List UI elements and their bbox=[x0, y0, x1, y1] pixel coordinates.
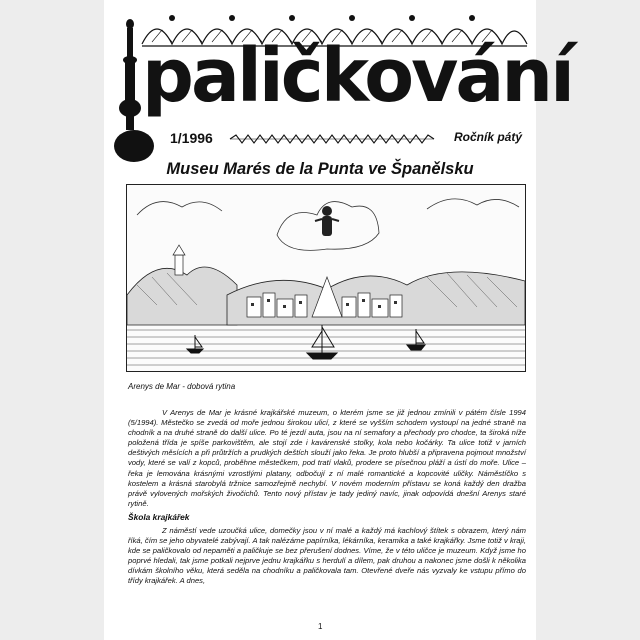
volume-label: Ročník pátý bbox=[453, 130, 522, 144]
page-number: 1 bbox=[318, 622, 323, 631]
section-heading: Škola krajkářek bbox=[128, 511, 190, 522]
article-body bbox=[128, 408, 526, 587]
issue-number: 1/1996 bbox=[170, 130, 213, 146]
image-caption: Arenys de Mar - dobová rytina bbox=[128, 382, 236, 391]
magazine-page bbox=[104, 0, 573, 640]
saint-figure-icon bbox=[315, 206, 339, 236]
article-headline: Museu Marés de la Punta ve Španělsku bbox=[166, 160, 474, 178]
masthead bbox=[104, 0, 573, 160]
magazine-title: paličkování bbox=[142, 33, 573, 119]
paragraph: Z náměstí vede uzoučká ulice, domečky jsou v ní malé a každý má kachlový štítek s obrazem, který nám říká, čím se jeho obyvatelé zabývají. A tak nalézáme papírníka, lékárníka, keramika a také krajkářky. Jsme totiž v kraji, kde se paličkovalo od nepaměti a paličkuje se bez přerušení dodnes. Víme, že v této uličce je muzeum. Když jsme ho poprvé hledali, tak jsme potkali nejprve jednu krajkářku s herdulí a dílem, pak druhou a nakonec jsme došli k několika dívkám školního věku, která seděla na chodníku a paličkovala tam. Otevřené dveře nás vyzvaly ke vstupu přímo do třídy krajkářek. A dnes, bbox=[128, 525, 526, 586]
zigzag-ornament bbox=[230, 134, 434, 144]
engraving-illustration bbox=[126, 184, 526, 372]
paragraph: V Arenys de Mar je krásné krajkářské muzeum, o kterém jsme se již jednou zmínili v pátém čísle 1994 (5/1994). Městečko se zvedá od moře jednou širokou ulicí, z které se vyšším schodem vystoupí na jedné straně na chodník a na druhé straně do další ulice. Po té jezdí auta, jsou na ní semafory a přechody pro chodce, ta široká níže položená třída je spíše parkovištěm, ale stojí zde i kavárenské stolky, kola nebo kočárky. Ta ulice totiž v jarních deštivých měsících a při průtržích a prudkých deštích slouží jako řeka. Je proto hlubší a připravena pojmout množství vody, které se valí z kopců, proběhne městečkem, pod tratí vlaků, prodere se písečnou pláží a ústí do moře. Ulice – řeka je lemována krásnými vzrostlými platany, odbočují z ní malé romantické a kopcovité uličky. Náměstíčko s kostelem a krásná starobylá tržnice samozřejmě nechybí. V novém moderním přístavu se koná každý den dražba právě vylovených mořských živočichů. Tento nový přístav je tady jediný navíc, jinak odpovídá dnešní Arenys staré rytině. bbox=[128, 408, 526, 508]
